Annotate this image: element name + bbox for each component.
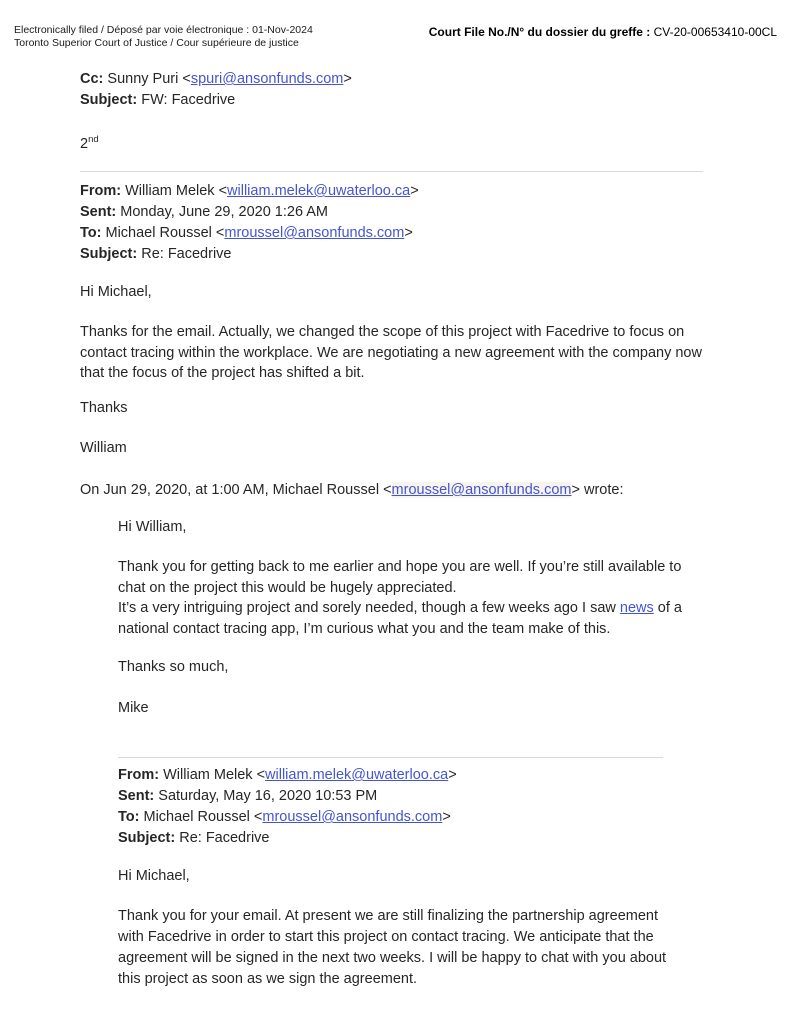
quoted-greeting: Hi William, <box>118 519 187 535</box>
body-line <box>118 598 682 619</box>
from-label: From: <box>80 183 122 199</box>
quote-intro-close: > wrote: <box>571 482 624 498</box>
page-marker <box>80 130 99 154</box>
top-header-block <box>80 69 352 110</box>
cc-label: Cc: <box>80 71 104 87</box>
cc-email-link[interactable]: spuri@ansonfunds.com <box>190 71 344 87</box>
from-row <box>118 765 457 786</box>
email3-header <box>118 765 457 849</box>
sent-row <box>118 786 457 807</box>
quote-intro-line <box>80 480 623 501</box>
quoted-body-paragraph <box>118 557 682 639</box>
to-label: To: <box>80 225 102 241</box>
to-email-link[interactable]: mroussel@ansonfunds.com <box>262 809 443 825</box>
from-email-link[interactable]: william.melek@uwaterloo.ca <box>265 767 449 783</box>
to-value: Michael Roussel < <box>139 809 263 825</box>
email3-body-paragraph <box>118 906 666 990</box>
body-line: this project as soon as we sign the agreement. <box>118 971 418 987</box>
email1-signature: William <box>80 440 127 456</box>
subject-row <box>80 90 352 111</box>
subject-value: Re: Facedrive <box>137 246 232 262</box>
email1-header <box>80 181 419 265</box>
court-file-heading <box>429 25 777 39</box>
filing-stamp <box>14 24 313 50</box>
to-row <box>80 223 419 244</box>
quote-intro-email-link[interactable]: mroussel@ansonfunds.com <box>391 482 572 498</box>
from-row <box>80 181 419 202</box>
to-value: Michael Roussel < <box>101 225 225 241</box>
to-value-close: > <box>404 225 413 241</box>
cc-value: Sunny Puri < <box>103 71 191 87</box>
quote-intro-text: On Jun 29, 2020, at 1:00 AM, Michael Roussel < <box>80 482 392 498</box>
from-value-close: > <box>448 767 457 783</box>
quoted-signature: Mike <box>118 700 149 716</box>
sent-label: Sent: <box>80 204 117 220</box>
filing-line-2: Toronto Superior Court of Justice / Cour supérieure de justice <box>14 37 299 49</box>
from-value: William Melek < <box>121 183 228 199</box>
body-line: Thank you for your email. At present we are still finalizing the partnership agreement <box>118 908 658 924</box>
body-line: with Facedrive in order to start this project on contact tracing. We anticipate that the <box>118 929 654 945</box>
from-value-close: > <box>410 183 419 199</box>
filing-line-1: Electronically filed / Déposé par voie électronique : 01-Nov-2024 <box>14 24 313 36</box>
subject-value: Re: Facedrive <box>175 830 270 846</box>
marker-number: 2 <box>80 135 89 152</box>
subject-row <box>118 828 457 849</box>
quoted-closing: Thanks so much, <box>118 659 229 675</box>
court-file-label: Court File No./N° du dossier du greffe : <box>428 25 654 39</box>
email-divider-2 <box>118 757 663 758</box>
email-divider-1 <box>80 171 703 172</box>
to-label: To: <box>118 809 140 825</box>
court-file-number: CV-20-00653410-00CL <box>653 25 777 39</box>
cc-value-close: > <box>343 71 352 87</box>
to-value-close: > <box>442 809 451 825</box>
email3-greeting: Hi Michael, <box>118 868 190 884</box>
cc-row <box>80 69 352 90</box>
body-line: that the focus of the project has shifted a bit. <box>80 365 365 381</box>
subject-value: FW: Facedrive <box>137 91 236 108</box>
email1-closing: Thanks <box>80 400 128 416</box>
marker-ordinal: nd <box>88 134 99 145</box>
from-label: From: <box>118 767 160 783</box>
news-link[interactable]: news <box>619 600 654 616</box>
body-line: contact tracing within the workplace. We are negotiating a new agreement with the company now <box>80 344 702 361</box>
body-line: Thanks for the email. Actually, we changed the scope of this project with Facedrive to focus on <box>80 324 685 340</box>
body-line: national contact tracing app, I’m curious what you and the team make of this. <box>118 620 611 637</box>
body-line-text: It’s a very intriguing project and sorely needed, though a few weeks ago I saw <box>118 600 620 616</box>
body-line: Thank you for getting back to me earlier and hope you are well. If you’re still available to <box>118 559 682 575</box>
sent-value: Monday, June 29, 2020 1:26 AM <box>116 204 328 220</box>
sent-label: Sent: <box>118 788 155 804</box>
from-value: William Melek < <box>159 767 266 783</box>
subject-label: Subject: <box>118 830 176 846</box>
subject-label: Subject: <box>80 246 138 262</box>
to-row <box>118 807 457 828</box>
subject-row <box>80 244 419 265</box>
subject-label: Subject: <box>80 91 138 108</box>
body-line: chat on the project this would be hugely appreciated. <box>118 579 457 596</box>
email1-greeting: Hi Michael, <box>80 284 152 300</box>
to-email-link[interactable]: mroussel@ansonfunds.com <box>224 225 405 241</box>
body-line-text: of a <box>653 600 682 616</box>
from-email-link[interactable]: william.melek@uwaterloo.ca <box>227 183 411 199</box>
body-line: agreement will be signed in the next two weeks. I will be happy to chat with you about <box>118 950 667 966</box>
sent-value: Saturday, May 16, 2020 10:53 PM <box>154 788 378 804</box>
email1-body-paragraph <box>80 322 702 384</box>
sent-row <box>80 202 419 223</box>
